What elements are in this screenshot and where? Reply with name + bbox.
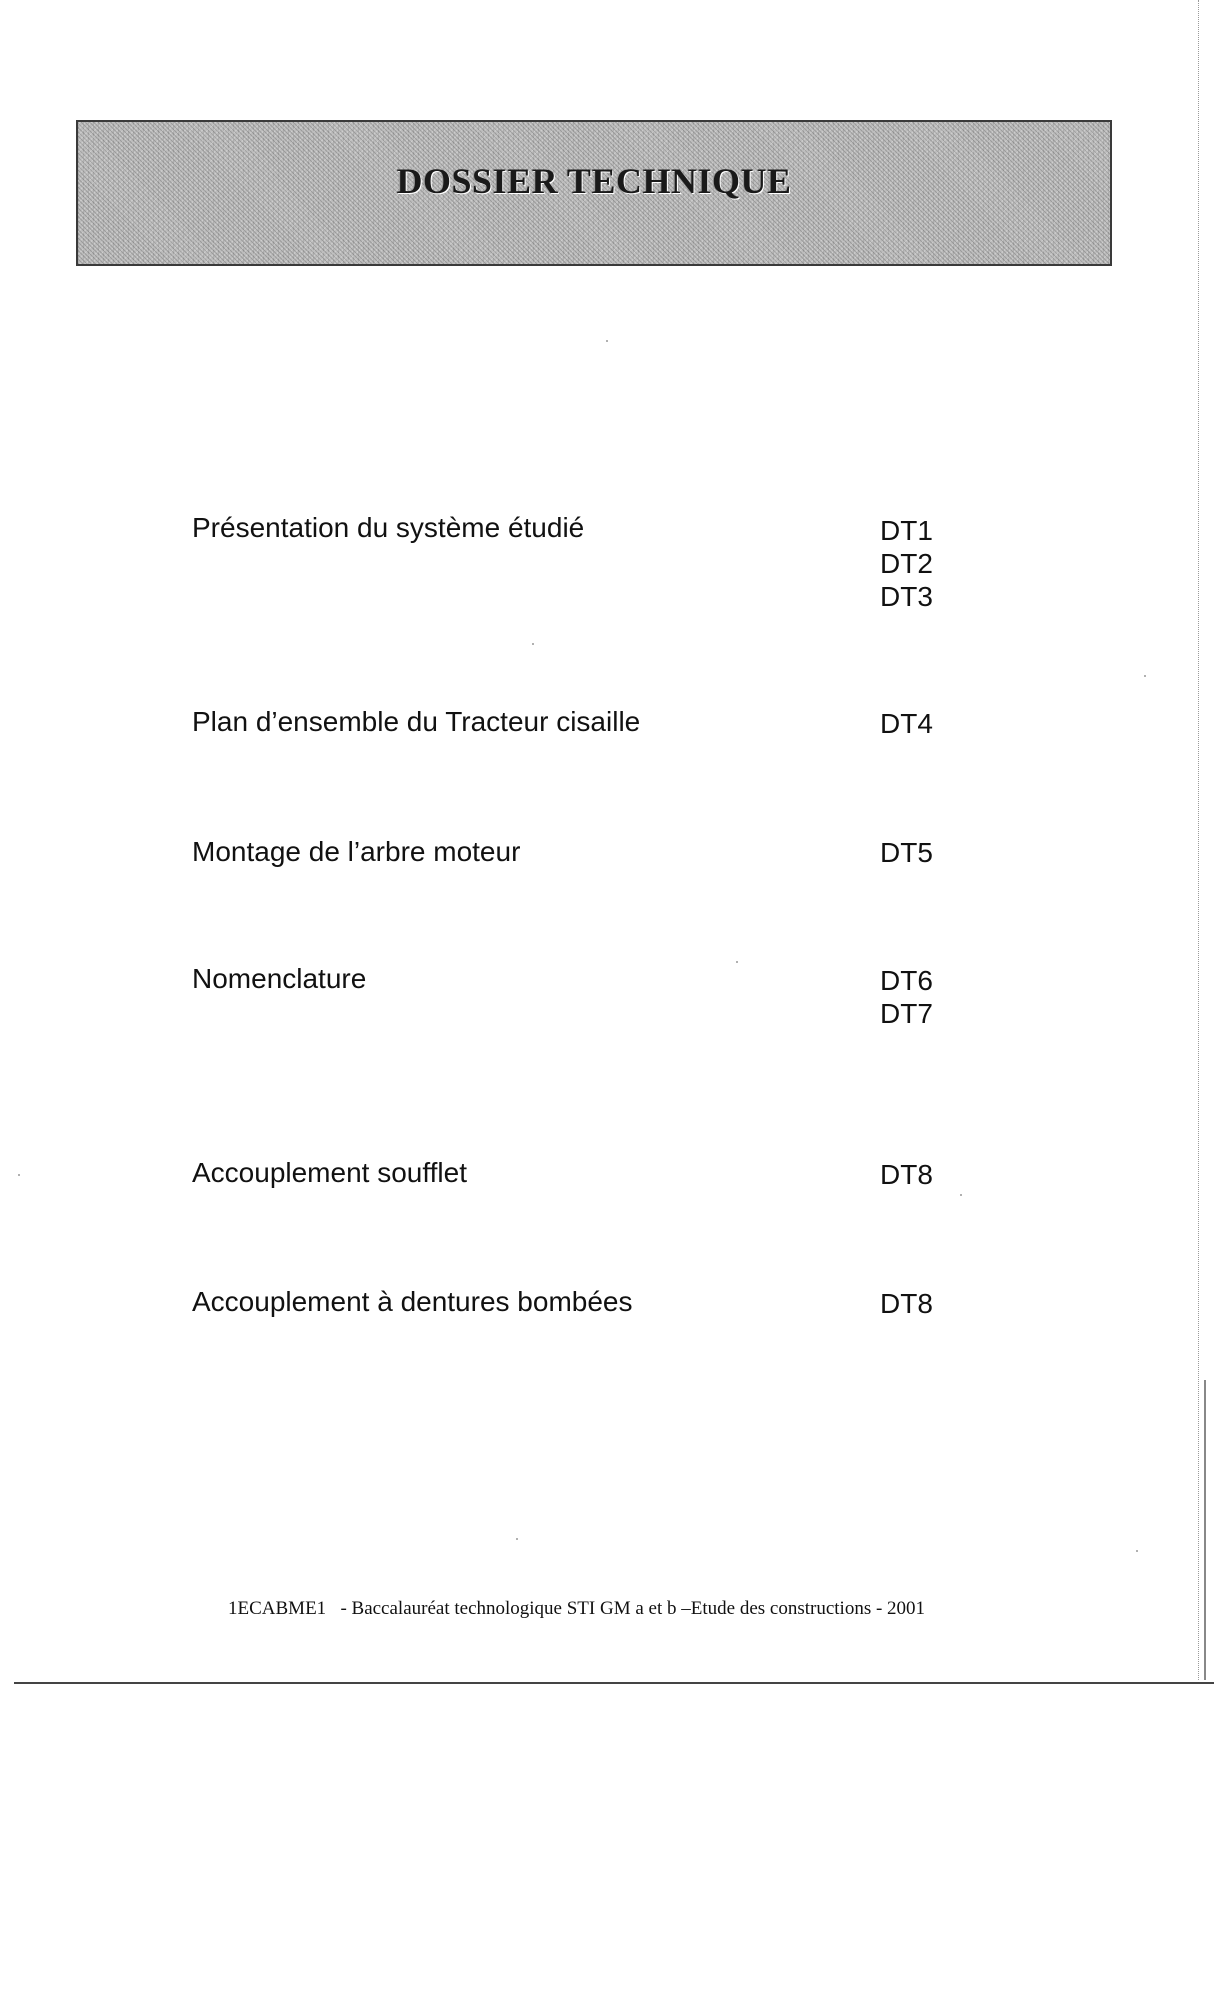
ref-code: DT6 xyxy=(880,965,933,996)
contents-item-label: Présentation du système étudié xyxy=(192,512,585,543)
contents-item-label: Nomenclature xyxy=(192,963,367,994)
ref-code: DT8 xyxy=(880,1288,933,1319)
ref-code: DT8 xyxy=(880,1159,933,1190)
ref-code: DT3 xyxy=(880,581,933,612)
contents-item-label: Montage de l’arbre moteur xyxy=(192,836,521,867)
contents-item-refs xyxy=(880,707,933,740)
scan-speck xyxy=(736,961,738,963)
ref-code: DT2 xyxy=(880,548,933,579)
ref-code: DT7 xyxy=(880,998,933,1029)
contents-item-refs xyxy=(880,836,933,869)
scan-speck xyxy=(1144,675,1146,677)
scan-speck xyxy=(606,340,608,342)
scan-speck xyxy=(516,1538,518,1540)
contents-item-refs xyxy=(880,964,933,1030)
contents-item-refs xyxy=(880,1158,933,1191)
contents-item-refs xyxy=(880,514,933,613)
footer-text: - Baccalauréat technologique STI GM a et b –Etude des constructions - 2001 xyxy=(340,1598,926,1619)
page-footer xyxy=(228,1598,925,1620)
bottom-rule xyxy=(14,1682,1214,1684)
scan-speck xyxy=(532,643,534,645)
ref-code: DT1 xyxy=(880,515,933,546)
page-title: DOSSIER TECHNIQUE xyxy=(396,161,792,201)
title-banner xyxy=(76,120,1112,266)
scan-speck xyxy=(1136,1550,1138,1552)
scan-edge-line xyxy=(1198,0,1199,1680)
contents-item-label: Plan d’ensemble du Tracteur cisaille xyxy=(192,706,641,737)
scan-speck xyxy=(960,1194,962,1196)
scan-speck xyxy=(18,1174,20,1176)
ref-code: DT5 xyxy=(880,837,933,868)
document-code: 1ECABME1 xyxy=(228,1598,327,1619)
contents-item-label: Accouplement soufflet xyxy=(192,1157,467,1188)
ref-code: DT4 xyxy=(880,708,933,739)
contents-item-refs xyxy=(880,1287,933,1320)
contents-item-label: Accouplement à dentures bombées xyxy=(192,1286,633,1317)
scan-edge-line xyxy=(1204,1380,1206,1680)
